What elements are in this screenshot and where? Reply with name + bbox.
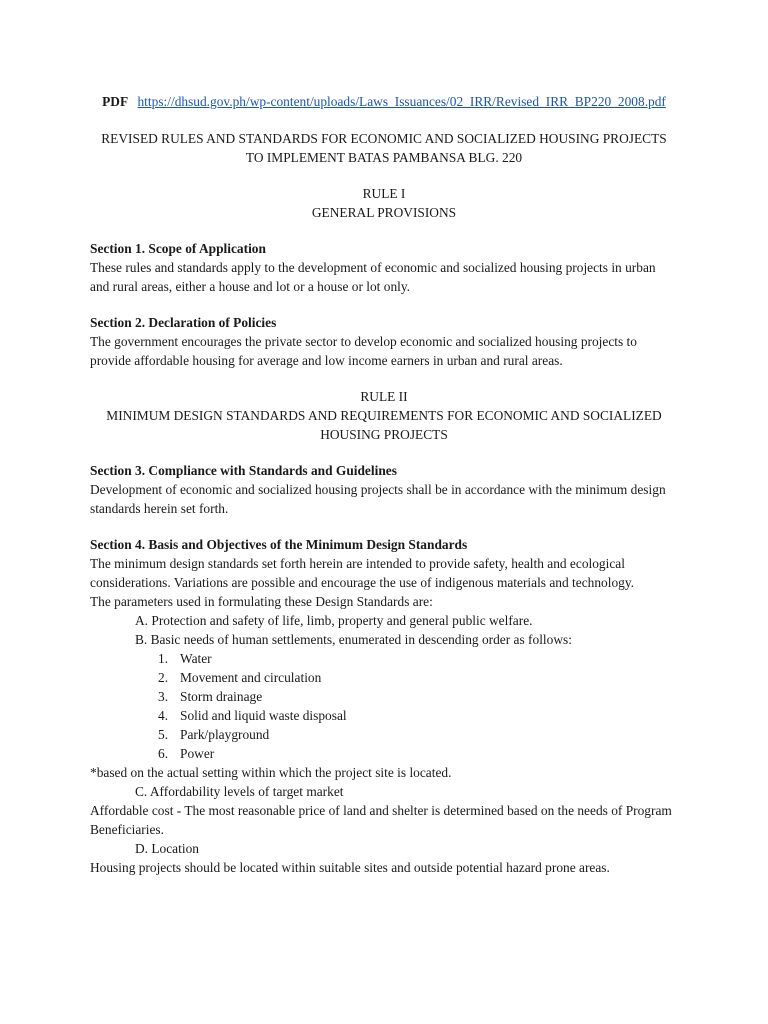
- list-item-text: Movement and circulation: [180, 670, 322, 685]
- section-2: [90, 313, 678, 370]
- section-4-params-intro: The parameters used in formulating these Design Standards are:: [90, 594, 433, 609]
- rule-2-number: RULE II: [360, 389, 408, 404]
- list-item-number: 4.: [158, 708, 169, 723]
- list-item-number: 3.: [158, 689, 169, 704]
- section-4-location: Housing projects should be located within suitable sites and outside potential hazard prone areas.: [90, 860, 610, 875]
- section-2-heading: Section 2. Declaration of Policies: [90, 315, 277, 330]
- list-item-text: Water: [180, 651, 212, 666]
- section-3-body: Development of economic and socialized housing projects shall be in accordance with the minimum design standards herein set forth.: [90, 482, 666, 516]
- section-2-body: The government encourages the private sector to develop economic and socialized housing projects to provide affordable housing for average and low income earners in urban and rural areas.: [90, 334, 637, 368]
- section-1-heading: Section 1. Scope of Application: [90, 241, 266, 256]
- section-3: [90, 461, 678, 518]
- section-4-item-c: C. Affordability levels of target market: [135, 784, 344, 799]
- rule-1-name: GENERAL PROVISIONS: [311, 205, 457, 220]
- section-4-heading: Section 4. Basis and Objectives of the Minimum Design Standards: [90, 537, 468, 552]
- list-item-text: Storm drainage: [180, 689, 263, 704]
- rule-2-name-line-2: HOUSING PROJECTS: [320, 427, 448, 442]
- rule-1-number: RULE I: [362, 186, 406, 201]
- section-4-affordable-cost: Affordable cost - The most reasonable price of land and shelter is determined based on the needs of Program Beneficiaries.: [90, 803, 672, 837]
- list-item: [90, 687, 678, 706]
- list-item-text: Solid and liquid waste disposal: [180, 708, 347, 723]
- list-item-text: Park/playground: [180, 727, 270, 742]
- section-4-item-d: D. Location: [135, 841, 199, 856]
- rule-2-heading: [90, 387, 678, 444]
- section-3-heading: Section 3. Compliance with Standards and Guidelines: [90, 463, 397, 478]
- section-1: [90, 239, 678, 296]
- pdf-link[interactable]: https://dhsud.gov.ph/wp-content/uploads/Laws_Issuances/02_IRR/Revised_IRR_BP220_2008.pdf: [137, 94, 666, 109]
- list-item-number: 6.: [158, 746, 169, 761]
- rule-1-heading: [90, 184, 678, 222]
- list-item-number: 2.: [158, 670, 169, 685]
- section-4-item-b: B. Basic needs of human settlements, enumerated in descending order as follows:: [135, 632, 572, 647]
- list-item-number: 1.: [158, 651, 169, 666]
- section-4-body: The minimum design standards set forth herein are intended to provide safety, health and ecological considerations. Variations are possible and encourage the use of indigenous materials and technology.: [90, 556, 635, 590]
- list-item: [90, 706, 678, 725]
- document-title-line-1: REVISED RULES AND STANDARDS FOR ECONOMIC AND SOCIALIZED HOUSING PROJECTS: [101, 131, 667, 146]
- section-4: [90, 535, 678, 877]
- list-item: [90, 725, 678, 744]
- pdf-source-line: [90, 92, 678, 111]
- basic-needs-list: [90, 649, 678, 763]
- document-title-line-2: TO IMPLEMENT BATAS PAMBANSA BLG. 220: [245, 150, 523, 165]
- list-item-number: 5.: [158, 727, 169, 742]
- section-4-note: *based on the actual setting within which the project site is located.: [90, 765, 452, 780]
- section-1-body: These rules and standards apply to the development of economic and socialized housing projects in urban and rural areas, either a house and lot or a house or lot only.: [90, 260, 656, 294]
- document-title: [90, 129, 678, 167]
- list-item-text: Power: [180, 746, 215, 761]
- section-4-item-a: A. Protection and safety of life, limb, property and general public welfare.: [135, 613, 533, 628]
- pdf-label: PDF: [102, 94, 129, 109]
- list-item: [90, 744, 678, 763]
- rule-2-name-line-1: MINIMUM DESIGN STANDARDS AND REQUIREMENTS FOR ECONOMIC AND SOCIALIZED: [106, 408, 662, 423]
- list-item: [90, 668, 678, 687]
- list-item: [90, 649, 678, 668]
